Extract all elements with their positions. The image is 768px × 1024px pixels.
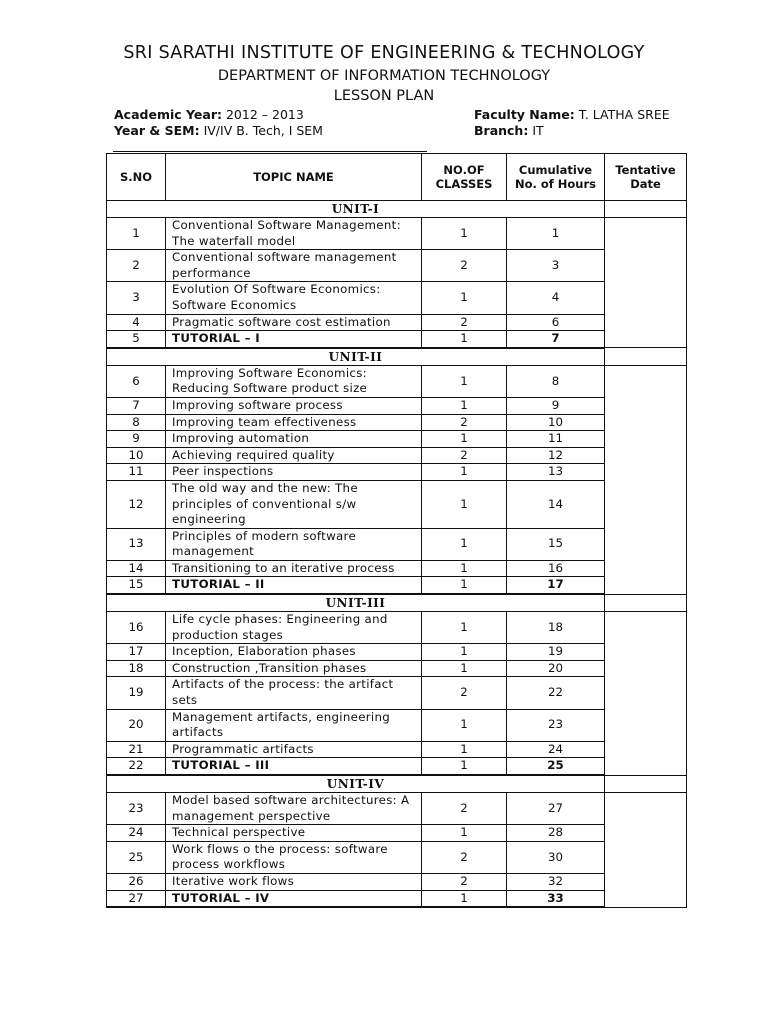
tentative-date-cell [605,612,687,775]
classes-cell: 1 [422,397,507,414]
sno-cell: 27 [107,890,166,907]
classes-cell: 2 [422,873,507,890]
institute-name: SRI SARATHI INSTITUTE OF ENGINEERING & TECHNOLOGY [123,43,645,63]
table-row [107,480,687,528]
topic-cell: Pragmatic software cost estimation [166,314,422,331]
table-row [107,612,687,644]
cumulative-hours-cell: 6 [507,314,605,331]
topic-cell: The old way and the new: The principles of conventional s/w engineering [166,480,422,528]
topic-cell: Transitioning to an iterative process [166,560,422,577]
classes-cell: 2 [422,414,507,431]
unit-header-row [107,348,687,366]
classes-cell: 1 [422,218,507,250]
sno-cell: 12 [107,480,166,528]
cumulative-hours-cell: 16 [507,560,605,577]
department-name: DEPARTMENT OF INFORMATION TECHNOLOGY [217,68,551,84]
table-row [107,825,687,842]
classes-cell: 1 [422,431,507,448]
sno-cell: 11 [107,464,166,481]
table-row [107,709,687,741]
sno-cell: 16 [107,612,166,644]
cumulative-hours-cell: 17 [507,577,605,594]
classes-cell: 1 [422,709,507,741]
classes-cell: 1 [422,644,507,661]
classes-cell: 1 [422,282,507,314]
unit-title: UNIT-II [107,348,605,366]
topic-cell: Evolution Of Software Economics: Software Economics [166,282,422,314]
cumulative-hours-cell: 25 [507,758,605,775]
sno-cell: 15 [107,577,166,594]
sno-cell: 21 [107,741,166,758]
sno-cell: 2 [107,250,166,282]
column-header-topic: TOPIC NAME [166,154,422,201]
classes-cell: 2 [422,447,507,464]
classes-cell: 1 [422,365,507,397]
cumulative-hours-cell: 28 [507,825,605,842]
sno-cell: 4 [107,314,166,331]
unit-title: UNIT-I [107,201,605,218]
classes-cell: 2 [422,841,507,873]
unit-date-cell [605,594,687,612]
classes-cell: 1 [422,528,507,560]
classes-cell: 1 [422,331,507,348]
document-title: LESSON PLAN [333,88,435,104]
sno-cell: 8 [107,414,166,431]
table-row [107,741,687,758]
academic-year-line [114,107,304,122]
topic-cell: Improving software process [166,397,422,414]
unit-title: UNIT-IV [107,775,605,793]
table-row [107,841,687,873]
sno-cell: 7 [107,397,166,414]
year-sem-label: Year & SEM: [114,123,200,138]
branch-label: Branch: [474,123,529,138]
topic-cell: Work flows o the process: software process workflows [166,841,422,873]
column-header-cumulative: Cumulative No. of Hours [507,154,605,201]
cumulative-hours-cell: 1 [507,218,605,250]
topic-cell: Iterative work flows [166,873,422,890]
classes-cell: 2 [422,793,507,825]
sno-cell: 24 [107,825,166,842]
table-row [107,793,687,825]
topic-cell: Construction ,Transition phases [166,660,422,677]
classes-cell: 1 [422,612,507,644]
sno-cell: 14 [107,560,166,577]
cumulative-hours-cell: 3 [507,250,605,282]
tentative-date-cell [605,793,687,908]
table-row [107,560,687,577]
sno-cell: 23 [107,793,166,825]
column-header-sno: S.NO [107,154,166,201]
topic-cell: TUTORIAL – IV [166,890,422,907]
branch-value: IT [532,123,544,138]
topic-cell: Management artifacts, engineering artifacts [166,709,422,741]
table-row [107,250,687,282]
cumulative-hours-cell: 4 [507,282,605,314]
cumulative-hours-cell: 9 [507,397,605,414]
academic-year-value: 2012 – 2013 [225,107,304,122]
sno-cell: 5 [107,331,166,348]
sno-cell: 25 [107,841,166,873]
column-header-tentative-date: Tentative Date [605,154,687,201]
cumulative-hours-cell: 12 [507,447,605,464]
topic-cell: Peer inspections [166,464,422,481]
cumulative-hours-cell: 14 [507,480,605,528]
topic-cell: Model based software architectures: A management perspective [166,793,422,825]
sno-cell: 3 [107,282,166,314]
faculty-line [474,107,670,122]
unit-title: UNIT-III [107,594,605,612]
sno-cell: 10 [107,447,166,464]
topic-cell: Artifacts of the process: the artifact sets [166,677,422,709]
cumulative-hours-cell: 27 [507,793,605,825]
sno-cell: 17 [107,644,166,661]
cumulative-hours-cell: 10 [507,414,605,431]
topic-cell: Conventional software management performance [166,250,422,282]
cumulative-hours-cell: 11 [507,431,605,448]
sno-cell: 26 [107,873,166,890]
topic-cell: Inception, Elaboration phases [166,644,422,661]
table-row [107,447,687,464]
classes-cell: 2 [422,677,507,709]
topic-cell: Technical perspective [166,825,422,842]
classes-cell: 1 [422,560,507,577]
cumulative-hours-cell: 7 [507,331,605,348]
topic-cell: Achieving required quality [166,447,422,464]
cumulative-hours-cell: 13 [507,464,605,481]
table-row [107,414,687,431]
classes-cell: 1 [422,758,507,775]
classes-cell: 2 [422,250,507,282]
year-sem-value: IV/IV B. Tech, I SEM [203,123,323,138]
sno-cell: 22 [107,758,166,775]
table-body [107,201,687,908]
cumulative-hours-cell: 8 [507,365,605,397]
header-underline [113,151,427,152]
table-row [107,528,687,560]
classes-cell: 2 [422,314,507,331]
classes-cell: 1 [422,464,507,481]
unit-header-row [107,594,687,612]
table-row [107,431,687,448]
sno-cell: 19 [107,677,166,709]
tutorial-row [107,890,687,907]
cumulative-hours-cell: 30 [507,841,605,873]
unit-header-row [107,775,687,793]
unit-header-row [107,201,687,218]
faculty-label: Faculty Name: [474,107,575,122]
table-row [107,397,687,414]
tentative-date-cell [605,218,687,348]
cumulative-hours-cell: 20 [507,660,605,677]
table-row [107,677,687,709]
academic-year-label: Academic Year: [114,107,222,122]
topic-cell: TUTORIAL – I [166,331,422,348]
sno-cell: 18 [107,660,166,677]
topic-cell: Improving team effectiveness [166,414,422,431]
topic-cell: TUTORIAL – II [166,577,422,594]
table-row [107,464,687,481]
cumulative-hours-cell: 24 [507,741,605,758]
cumulative-hours-cell: 18 [507,612,605,644]
table-row [107,660,687,677]
branch-line [474,123,544,138]
tutorial-row [107,758,687,775]
sno-cell: 9 [107,431,166,448]
sno-cell: 1 [107,218,166,250]
topic-cell: Conventional Software Management: The waterfall model [166,218,422,250]
cumulative-hours-cell: 32 [507,873,605,890]
classes-cell: 1 [422,825,507,842]
topic-cell: Improving Software Economics: Reducing Software product size [166,365,422,397]
sno-cell: 6 [107,365,166,397]
topic-cell: Principles of modern software management [166,528,422,560]
classes-cell: 1 [422,890,507,907]
lesson-plan-table [106,153,687,908]
table-header-row [107,154,687,201]
cumulative-hours-cell: 33 [507,890,605,907]
unit-date-cell [605,201,687,218]
topic-cell: TUTORIAL – III [166,758,422,775]
table-row [107,282,687,314]
sno-cell: 20 [107,709,166,741]
faculty-value: T. LATHA SREE [578,107,670,122]
sno-cell: 13 [107,528,166,560]
unit-date-cell [605,775,687,793]
classes-cell: 1 [422,480,507,528]
table-row [107,314,687,331]
classes-cell: 1 [422,741,507,758]
table-row [107,218,687,250]
cumulative-hours-cell: 15 [507,528,605,560]
tutorial-row [107,331,687,348]
tutorial-row [107,577,687,594]
cumulative-hours-cell: 23 [507,709,605,741]
topic-cell: Life cycle phases: Engineering and production stages [166,612,422,644]
cumulative-hours-cell: 19 [507,644,605,661]
year-sem-line [114,123,323,138]
topic-cell: Programmatic artifacts [166,741,422,758]
tentative-date-cell [605,365,687,594]
classes-cell: 1 [422,577,507,594]
topic-cell: Improving automation [166,431,422,448]
table-row [107,873,687,890]
cumulative-hours-cell: 22 [507,677,605,709]
column-header-classes: NO.OF CLASSES [422,154,507,201]
table-row [107,365,687,397]
unit-date-cell [605,348,687,366]
classes-cell: 1 [422,660,507,677]
table-row [107,644,687,661]
